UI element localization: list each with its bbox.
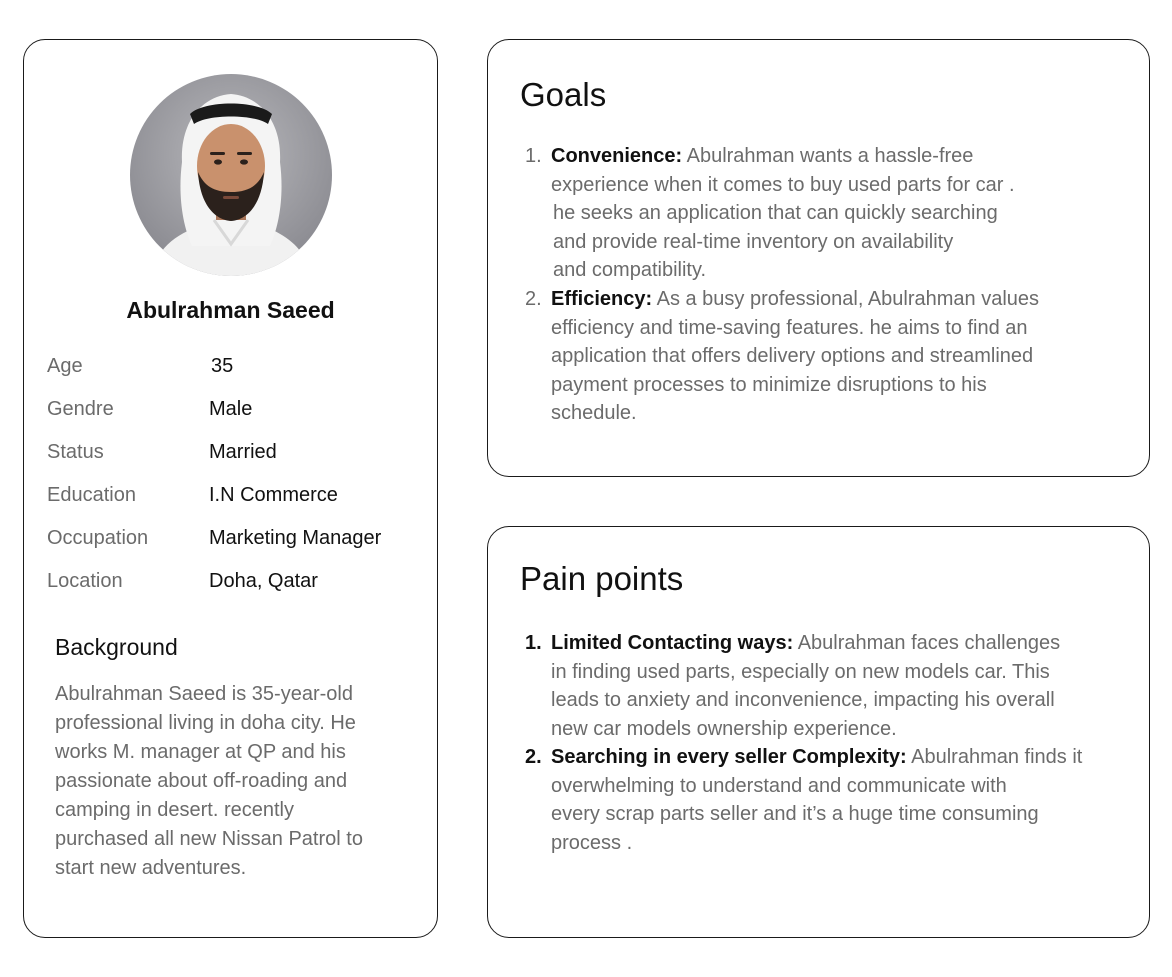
avatar-photo	[130, 74, 332, 276]
info-value: 35	[211, 355, 234, 377]
list-number: 2.	[525, 288, 542, 310]
pain-item-contacting	[525, 629, 1125, 743]
background-line: camping in desert. recently	[55, 799, 295, 821]
goal-text: application that offers delivery options and streamlined	[551, 345, 1034, 368]
background-line: purchased all new Nissan Patrol to	[55, 828, 363, 850]
info-label: Education	[47, 484, 136, 506]
info-label: Gendre	[47, 398, 114, 420]
goal-text: and compatibility.	[553, 259, 707, 282]
info-row-gender	[47, 394, 427, 424]
goal-item-convenience	[525, 142, 1125, 285]
goal-item-efficiency	[525, 285, 1125, 428]
background-line: start new adventures.	[55, 857, 247, 879]
info-value: Married	[209, 441, 277, 463]
info-label: Occupation	[47, 527, 149, 549]
list-number: 1.	[525, 145, 542, 167]
pain-text: new car models ownership experience.	[551, 717, 897, 740]
goal-lead: Efficiency:	[551, 288, 653, 310]
goal-text: As a busy professional, Abulrahman values	[656, 288, 1040, 310]
info-value: Doha, Qatar	[209, 570, 318, 592]
goals-title: Goals	[520, 76, 607, 113]
background-line: professional living in doha city. He	[55, 712, 356, 734]
goal-text: efficiency and time-saving features. he aims to find an	[551, 316, 1028, 339]
info-value: Marketing Manager	[209, 527, 382, 549]
info-label: Status	[47, 441, 104, 463]
info-row-location	[47, 566, 427, 596]
goal-text: and provide real-time inventory on availability	[553, 230, 954, 253]
background-line: works M. manager at QP and his	[55, 741, 346, 763]
pain-text: process .	[551, 831, 633, 854]
list-number: 1.	[525, 632, 542, 654]
goal-text: schedule.	[551, 402, 637, 425]
background-line: passionate about off-roading and	[55, 770, 348, 792]
background-text	[55, 680, 425, 883]
pain-text: leads to anxiety and inconvenience, impacting his overall	[551, 689, 1055, 712]
info-value: I.N Commerce	[209, 484, 338, 506]
background-heading: Background	[55, 634, 178, 660]
profile-card	[23, 39, 438, 938]
pain-lead: Searching in every seller Complexity:	[551, 746, 907, 768]
goal-text: Abulrahman wants a hassle-free	[686, 145, 974, 167]
list-number: 2.	[525, 746, 542, 768]
goal-text: he seeks an application that can quickly searching	[553, 202, 998, 225]
info-label: Age	[47, 355, 83, 377]
info-value: Male	[209, 398, 253, 420]
pain-text: Abulrahman faces challenges	[797, 632, 1061, 654]
pain-text: in finding used parts, especially on new models car. This	[551, 660, 1050, 683]
pain-lead: Limited Contacting ways:	[551, 632, 794, 654]
info-row-occupation	[47, 523, 427, 553]
goal-lead: Convenience:	[551, 145, 683, 167]
info-row-education	[47, 480, 427, 510]
goal-text: experience when it comes to buy used parts for car .	[551, 173, 1015, 196]
avatar	[130, 74, 332, 276]
persona-name: Abulrahman Saeed	[126, 297, 335, 323]
pain-text: every scrap parts seller and it’s a huge time consuming	[551, 803, 1039, 826]
goals-card	[487, 39, 1150, 477]
pain-points-card	[487, 526, 1150, 938]
pain-item-searching	[525, 743, 1125, 857]
info-row-status	[47, 437, 427, 467]
background-line: Abulrahman Saeed is 35-year-old	[55, 683, 353, 705]
info-row-age	[47, 351, 427, 381]
pain-text: overwhelming to understand and communicate with	[551, 774, 1007, 797]
goal-text: payment processes to minimize disruptions to his	[551, 373, 987, 396]
pain-text: Abulrahman finds it	[911, 746, 1083, 768]
pain-points-title: Pain points	[520, 560, 684, 597]
info-label: Location	[47, 570, 123, 592]
